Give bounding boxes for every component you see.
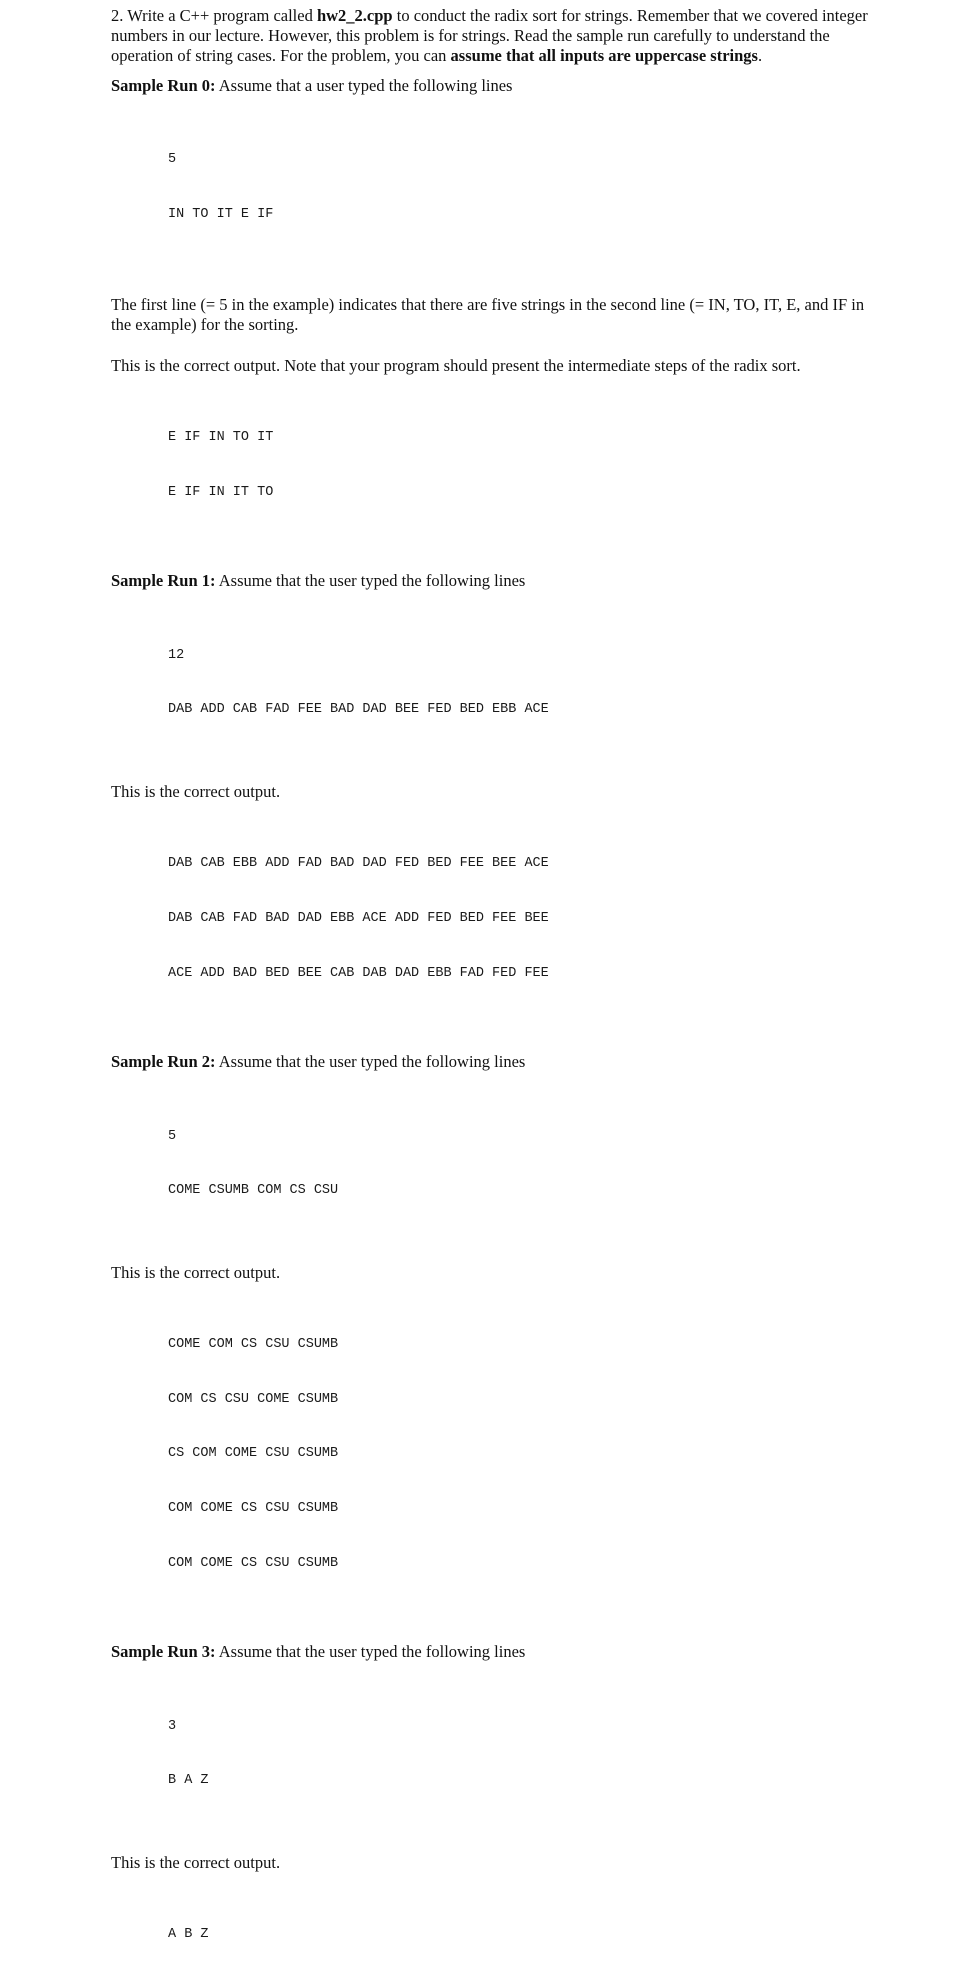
output-line: DAB CAB FAD BAD DAD EBB ACE ADD FED BED FEE BEE [168, 910, 549, 926]
sample-run-3-label: Sample Run 3: [111, 1642, 216, 1662]
sample-run-0-desc: Assume that a user typed the following lines [215, 76, 513, 95]
sample-run-0-heading [111, 76, 881, 96]
program-filename: hw2_2.cpp [316, 6, 393, 25]
sample-run-1-heading [111, 571, 881, 591]
input-line: 5 [168, 152, 177, 168]
sample-run-0-label: Sample Run 0: [111, 76, 216, 95]
sample-run-3-input [168, 1681, 881, 1827]
sample-run-2-heading [111, 1052, 881, 1072]
sample-run-1-desc: Assume that the user typed the following lines [215, 571, 526, 591]
sample-run-1-output [168, 819, 881, 1019]
input-line: 12 [168, 647, 185, 663]
sample-run-0-output [168, 393, 881, 539]
sample-run-2-label: Sample Run 2: [111, 1052, 216, 1072]
output-line: COM COME CS CSU CSUMB [168, 1555, 339, 1571]
sample-run-0-explanation: The first line (= 5 in the example) indicates that there are five strings in the second line (= IN, TO, IT, E, and IF in the example) for the sorting. [111, 294, 865, 334]
problem-number: 2. [111, 6, 124, 25]
problem-text-part-3: . [757, 46, 763, 65]
problem-statement [111, 6, 881, 66]
output-line: COM COME CS CSU CSUMB [168, 1500, 339, 1516]
sample-run-0-output-note: This is the correct output. Note that your program should present the intermediate steps of the radix sort. [111, 355, 801, 375]
output-line: COM CS CSU COME CSUMB [168, 1391, 339, 1407]
sample-run-3-desc: Assume that the user typed the following lines [215, 1642, 526, 1662]
sample-run-1-output-note: This is the correct output. [111, 781, 281, 801]
output-line: CS COM COME CSU CSUMB [168, 1446, 339, 1462]
sample-run-3-output [168, 1890, 881, 1981]
sample-run-0-input [168, 115, 881, 261]
problem-text-part-2: to conduct the radix sort for strings. Remember that we covered integer numbers in our lecture. However, this problem is for strings. Read the sample run carefully to understand the operation of string cases. For the problem, you can [111, 6, 868, 65]
assignment-document [111, 4, 881, 1981]
sample-run-3-output-note: This is the correct output. [111, 1852, 281, 1872]
output-line: COME COM CS CSU CSUMB [168, 1337, 339, 1353]
output-line: E IF IN IT TO [168, 484, 274, 500]
input-line: IN TO IT E IF [168, 207, 274, 223]
output-line: DAB CAB EBB ADD FAD BAD DAD FED BED FEE BEE ACE [168, 856, 549, 872]
sample-run-3-heading [111, 1642, 881, 1662]
output-line: E IF IN TO IT [168, 430, 274, 446]
input-line: DAB ADD CAB FAD FEE BAD DAD BEE FED BED EBB ACE [168, 702, 549, 718]
output-line: A B Z [168, 1927, 209, 1943]
input-line: B A Z [168, 1773, 209, 1789]
uppercase-assumption: assume that all inputs are uppercase strings [450, 46, 758, 65]
sample-run-1-input [168, 610, 881, 756]
sample-run-2-output-note: This is the correct output. [111, 1262, 281, 1282]
input-line: COME CSUMB COM CS CSU [168, 1183, 339, 1199]
output-line: ACE ADD BAD BED BEE CAB DAB DAD EBB FAD FED FEE [168, 965, 549, 981]
input-line: 5 [168, 1128, 177, 1144]
input-line: 3 [168, 1718, 177, 1734]
sample-run-1-label: Sample Run 1: [111, 571, 216, 591]
problem-text-part-1: Write a C++ program called [123, 6, 317, 25]
sample-run-2-output [168, 1300, 881, 1609]
sample-run-2-input [168, 1091, 881, 1237]
sample-run-2-desc: Assume that the user typed the following lines [215, 1052, 526, 1072]
